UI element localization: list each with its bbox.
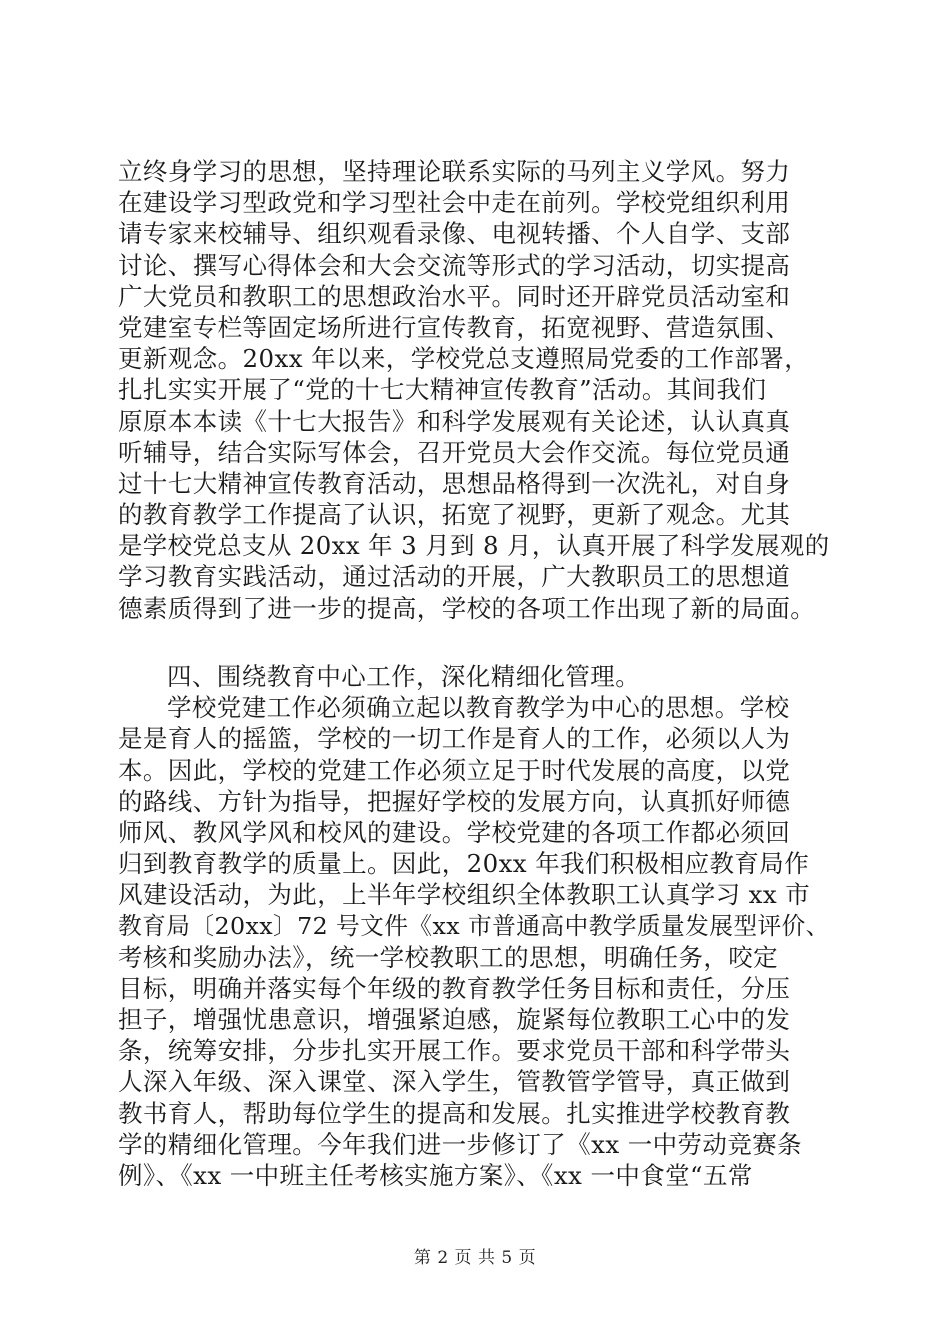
paragraph-line: 担子，增强忧患意识，增强紧迫感，旋紧每位教职工心中的发 [118, 1005, 791, 1035]
paragraph-line: 更新观念。20xx 年以来，学校党总支遵照局党委的工作部署， [118, 344, 810, 374]
page-footer [0, 1247, 950, 1269]
paragraph-line: 是是育人的摇篮，学校的一切工作是育人的工作，必须以人为 [118, 724, 791, 754]
paragraph-line: 目标，明确并落实每个年级的教育教学任务目标和责任，分压 [118, 973, 791, 1003]
paragraph-line: 听辅导，结合实际写体会，召开党员大会作交流。每位党员通 [118, 437, 791, 467]
paragraph-line: 的教育教学工作提高了认识，拓宽了视野，更新了观念。尤其 [118, 500, 791, 530]
paragraph-line: 风建设活动，为此，上半年学校组织全体教职工认真学习 xx 市 [118, 880, 811, 910]
paragraph-line: 立终身学习的思想，坚持理论联系实际的马列主义学风。努力 [118, 157, 791, 186]
paragraph-1 [118, 156, 838, 624]
paragraph-line: 党建室专栏等固定场所进行宣传教育，拓宽视野、营造氛围、 [118, 312, 791, 342]
paragraph-line: 学习教育实践活动，通过活动的开展，广大教职员工的思想道 [118, 562, 791, 592]
paragraph-line: 人深入年级、深入课堂、深入学生，管教管学管导，真正做到 [118, 1067, 791, 1097]
paragraph-line: 广大党员和教职工的思想政治水平。同时还开辟党员活动室和 [118, 281, 791, 311]
paragraph-line: 师风、教风学风和校风的建设。学校党建的各项工作都必须回 [118, 817, 791, 847]
paragraph-line: 的路线、方针为指导，把握好学校的发展方向，认真抓好师德 [118, 786, 791, 816]
paragraph-line: 教育局〔20xx〕72 号文件《xx 市普通高中教学质量发展型评价、 [118, 911, 830, 940]
paragraph-line: 考核和奖励办法》，统一学校教职工的思想，明确任务，咬定 [118, 942, 779, 972]
paragraph-line: 例》、《xx 一中班主任考核实施方案》、《xx 一中食堂“五常 [118, 1161, 753, 1190]
paragraph-line: 归到教育教学的质量上。因此，20xx 年我们积极相应教育局作 [118, 849, 810, 879]
paragraph-line: 本。因此，学校的党建工作必须立足于时代发展的高度，以党 [118, 755, 791, 785]
paragraph-line: 请专家来校辅导、组织观看录像、电视转播、个人自学、支部 [118, 219, 791, 249]
section-4 [118, 661, 838, 1191]
paragraph-line: 原原本本读《十七大报告》和科学发展观有关论述，认认真真 [118, 406, 791, 436]
page-number-label: 第 2 页 共 5 页 [413, 1248, 537, 1268]
section-heading: 四、围绕教育中心工作，深化精细化管理。 [167, 662, 641, 691]
paragraph-line: 条，统筹安排，分步扎实开展工作。要求党员干部和科学带头 [118, 1036, 791, 1066]
paragraph-line: 教书育人，帮助每位学生的提高和发展。扎实推进学校教育教 [118, 1098, 791, 1128]
paragraph-line: 是学校党总支从 20xx 年 3 月到 8 月，认真开展了科学发展观的 [118, 531, 830, 561]
paragraph-line: 过十七大精神宣传教育活动，思想品格得到一次洗礼，对自身 [118, 468, 791, 498]
paragraph-line: 扎扎实实开展了“党的十七大精神宣传教育”活动。其间我们 [118, 375, 767, 405]
paragraph-line: 德素质得到了进一步的提高，学校的各项工作出现了新的局面。 [118, 593, 816, 623]
paragraph-line: 学校党建工作必须确立起以教育教学为中心的思想。学校 [167, 693, 790, 723]
paragraph-line: 学的精细化管理。今年我们进一步修订了《xx 一中劳动竞赛条 [118, 1129, 803, 1159]
paragraph-line: 讨论、撰写心得体会和大会交流等形式的学习活动，切实提高 [118, 250, 791, 280]
paragraph-line: 在建设学习型政党和学习型社会中走在前列。学校党组织利用 [118, 188, 791, 218]
